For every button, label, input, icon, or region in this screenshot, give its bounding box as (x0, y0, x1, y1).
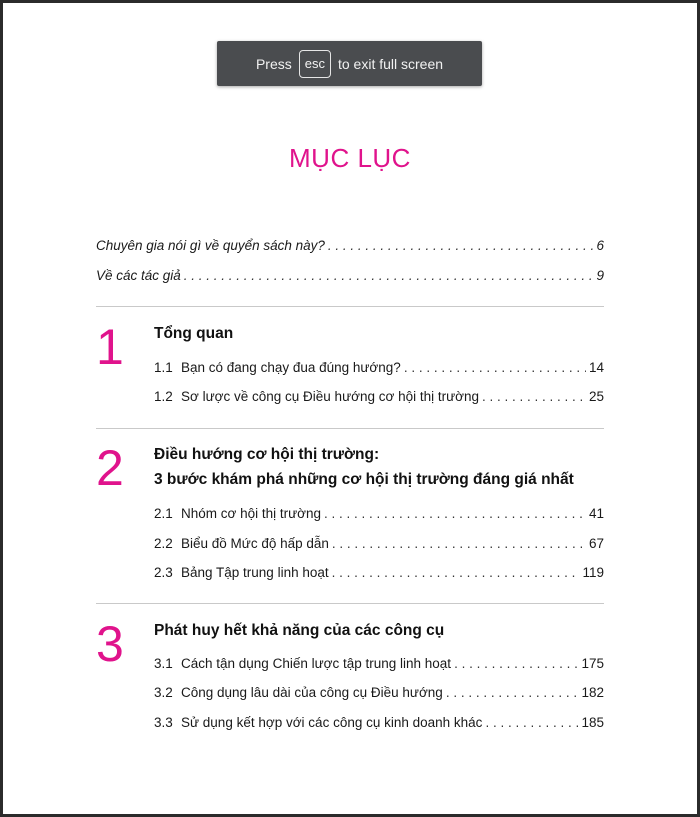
entry-label: Về các tác giả (96, 268, 181, 283)
section-page: 175 (581, 656, 604, 671)
section-label: Công dụng lâu dài của công cụ Điều hướng (181, 685, 443, 700)
toc-section[interactable] (154, 389, 604, 404)
section-label: Sử dụng kết hợp với các công cụ kinh doanh khác (181, 715, 483, 730)
toc-section[interactable] (154, 565, 604, 580)
entry-label: Chuyên gia nói gì về quyển sách này? (96, 238, 325, 253)
toc-section[interactable] (154, 715, 604, 730)
toc-title: MỤC LỤC (289, 143, 411, 173)
section-page: 182 (581, 685, 604, 700)
section-label: Nhóm cơ hội thị trường (181, 506, 322, 521)
chapter-number: 2 (96, 440, 124, 496)
section-page: 25 (588, 389, 604, 404)
section-number: 2.3 (154, 565, 173, 580)
section-number: 1.2 (154, 389, 173, 404)
toc-section[interactable] (154, 506, 604, 521)
chapter-number: 3 (96, 616, 124, 672)
section-label: Bạn có đang chạy đua đúng hướng? (181, 360, 401, 375)
banner-prefix: Press (255, 55, 292, 72)
chapter-number: 1 (96, 319, 124, 375)
divider (96, 603, 604, 604)
exit-fullscreen-banner (217, 41, 482, 86)
dot-leader (446, 685, 579, 700)
toc-entry-experts[interactable] (96, 238, 604, 253)
toc-section[interactable] (154, 536, 604, 551)
section-number: 2.1 (154, 506, 173, 521)
chapter-subtitle[interactable]: 3 bước khám phá những cơ hội thị trường đáng giá nhất (154, 471, 574, 488)
chapter-title[interactable]: Phát huy hết khả năng của các công cụ (154, 622, 445, 639)
divider (96, 306, 604, 307)
dot-leader (328, 238, 594, 253)
entry-page: 9 (596, 268, 604, 283)
section-page: 185 (581, 715, 604, 730)
toc-section[interactable] (154, 685, 604, 700)
dot-leader (454, 656, 578, 671)
section-label: Bảng Tập trung linh hoạt (181, 565, 329, 580)
dot-leader (332, 536, 586, 551)
section-number: 1.1 (154, 360, 173, 375)
section-page: 41 (588, 506, 604, 521)
esc-key[interactable]: esc (299, 50, 331, 78)
section-number: 3.2 (154, 685, 173, 700)
chapter-title[interactable]: Điều hướng cơ hội thị trường: (154, 446, 380, 463)
dot-leader (332, 565, 580, 580)
section-page: 14 (588, 360, 604, 375)
section-label: Biểu đồ Mức độ hấp dẫn (181, 536, 329, 551)
section-number: 2.2 (154, 536, 173, 551)
dot-leader (324, 506, 586, 521)
chapter-title[interactable]: Tổng quan (154, 325, 234, 342)
dot-leader (485, 715, 578, 730)
dot-leader (404, 360, 586, 375)
dot-leader (184, 268, 594, 283)
section-page: 67 (588, 536, 604, 551)
section-page: 119 (582, 565, 604, 580)
toc-entry-authors[interactable] (96, 268, 604, 283)
toc-section[interactable] (154, 360, 604, 375)
toc-section[interactable] (154, 656, 604, 671)
divider (96, 428, 604, 429)
dot-leader (482, 389, 586, 404)
section-label: Sơ lược về công cụ Điều hướng cơ hội thị trường (181, 389, 480, 404)
entry-page: 6 (596, 238, 604, 253)
section-number: 3.1 (154, 656, 173, 671)
section-number: 3.3 (154, 715, 173, 730)
section-label: Cách tận dụng Chiến lược tập trung linh hoạt (181, 656, 452, 671)
banner-suffix: to exit full screen (337, 55, 444, 72)
